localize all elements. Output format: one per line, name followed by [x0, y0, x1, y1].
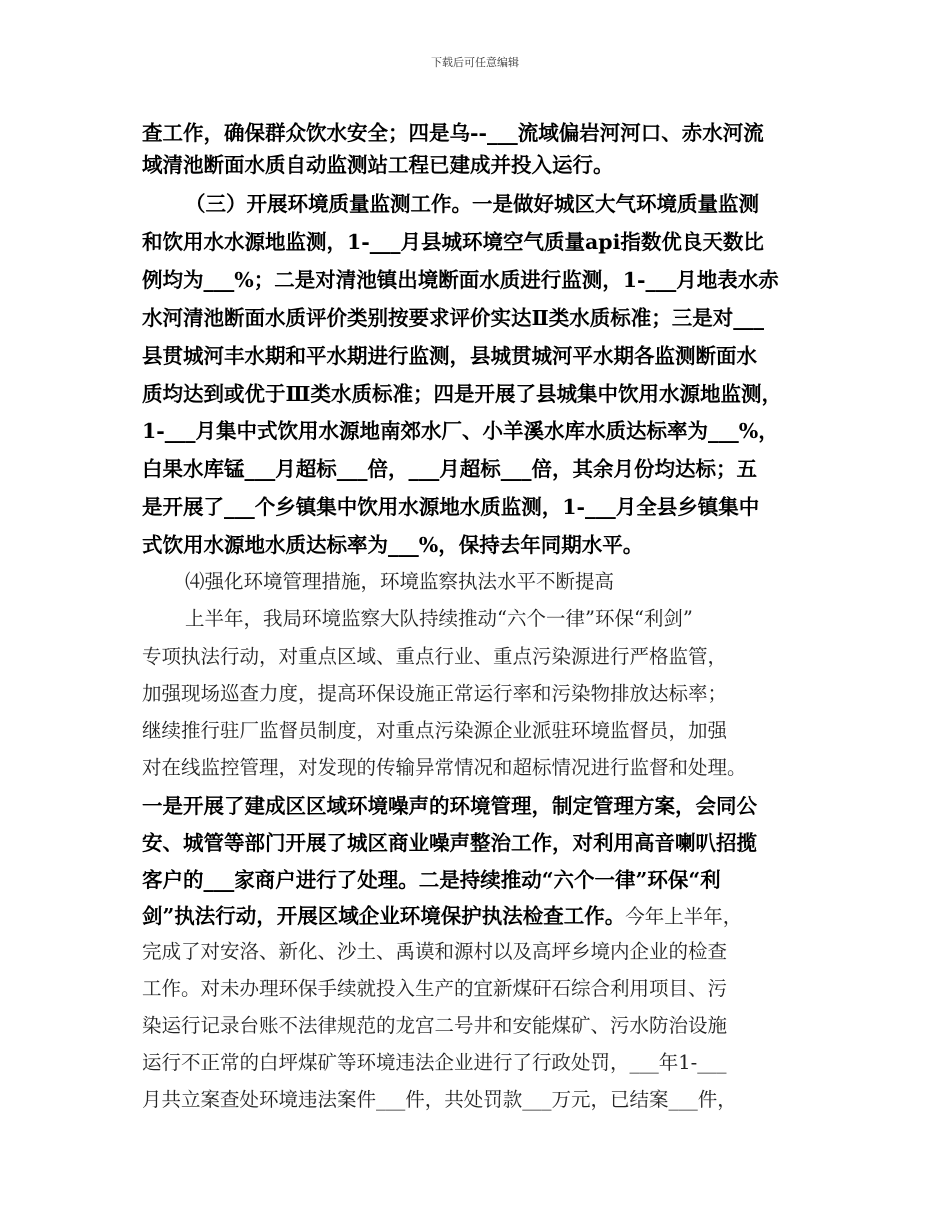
text-line-18: 对在线监控管理，对发现的传输异常情况和超标情况进行监督和处理。 [142, 756, 747, 779]
text-line-21: 客户的___家商户进行了处理。二是持续推动“六个一律”环保“利 [142, 868, 721, 892]
text-line-17: 继续推行驻厂监督员制度，对重点污染源企业派驻环境监督员，加强 [142, 719, 728, 742]
text-line-27: 月共立案查处环境违法案件___件，共处罚款___万元，已结案___件， [142, 1088, 737, 1111]
text-line-16: 加强现场巡查力度，提高环保设施正常运行率和污染物排放达标率； [142, 682, 728, 705]
text-line-4: 和饮用水水源地监测，1-___月县城环境空气质量api指数优良天数比 [142, 230, 764, 254]
text-line-26: 运行不正常的白坪煤矿等环境违法企业进行了行政处罚，___年1-___ [142, 1051, 727, 1074]
text-line-25: 染运行记录台账不法律规范的龙宫二号井和安能煤矿、污水防治设施 [142, 1014, 728, 1037]
text-line-1: 查工作，确保群众饮水安全；四是乌--___流域偏岩河河口、赤水河流 [142, 121, 764, 145]
text-line-20: 安、城管等部门开展了城区商业噪声整治工作，对利用高音喇叭招揽 [142, 831, 757, 855]
text-line-3: （三）开展环境质量监测工作。一是做好城区大气环境质量监测 [185, 192, 759, 216]
text-line-15: 专项执法行动，对重点区域、重点行业、重点污染源进行严格监管， [142, 645, 728, 668]
text-line-14: 上半年，我局环境监察大队持续推动“六个一律”环保“利剑” [185, 607, 693, 630]
text-line-2: 域清池断面水质自动监测站工程已建成并投入运行。 [142, 153, 614, 177]
text-line-7: 县贯城河丰水期和平水期进行监测，县城贯城河平水期各监测断面水 [142, 344, 757, 368]
text-line-9: 1-___月集中式饮用水源地南郊水厂、小羊溪水库水质达标率为___%， [142, 419, 779, 443]
section-heading-4: ⑷强化环境管理措施，环境监察执法水平不断提高 [185, 570, 615, 593]
text-line-5: 例均为___%；二是对清池镇出境断面水质进行监测，1-___月地表水赤 [142, 268, 779, 292]
text-line-19: 一是开展了建成区区域环境噪声的环境管理，制定管理方案，会同公 [142, 794, 757, 818]
text-line-6: 水河清池断面水质评价类别按要求评价实达Ⅱ类水质标准；三是对___ [142, 306, 765, 330]
text-line-12: 式饮用水源地水质达标率为___%，保持去年同期水平。 [142, 533, 644, 557]
text-line-11: 是开展了___个乡镇集中饮用水源地水质监测，1-___月全县乡镇集中 [142, 495, 760, 519]
text-line-24: 工作。对未办理环保手续就投入生产的宜新煤矸石综合利用项目、污 [142, 977, 728, 1000]
page-header: 下载后可任意编辑 [431, 56, 519, 69]
text-line-22-regular: 今年上半年， [625, 905, 743, 928]
text-line-22 [142, 899, 742, 929]
text-line-22-bold: 剑”执法行动，开展区域企业环境保护执法检查工作。 [142, 904, 626, 928]
text-line-10: 白果水库锰___月超标___倍，___月超标___倍，其余月份均达标；五 [142, 457, 757, 481]
text-line-23: 完成了对安洛、新化、沙土、禹谟和源村以及高坪乡境内企业的检查 [142, 940, 728, 963]
text-line-8: 质均达到或优于Ⅲ类水质标准；四是开展了县城集中饮用水源地监测， [142, 382, 782, 406]
